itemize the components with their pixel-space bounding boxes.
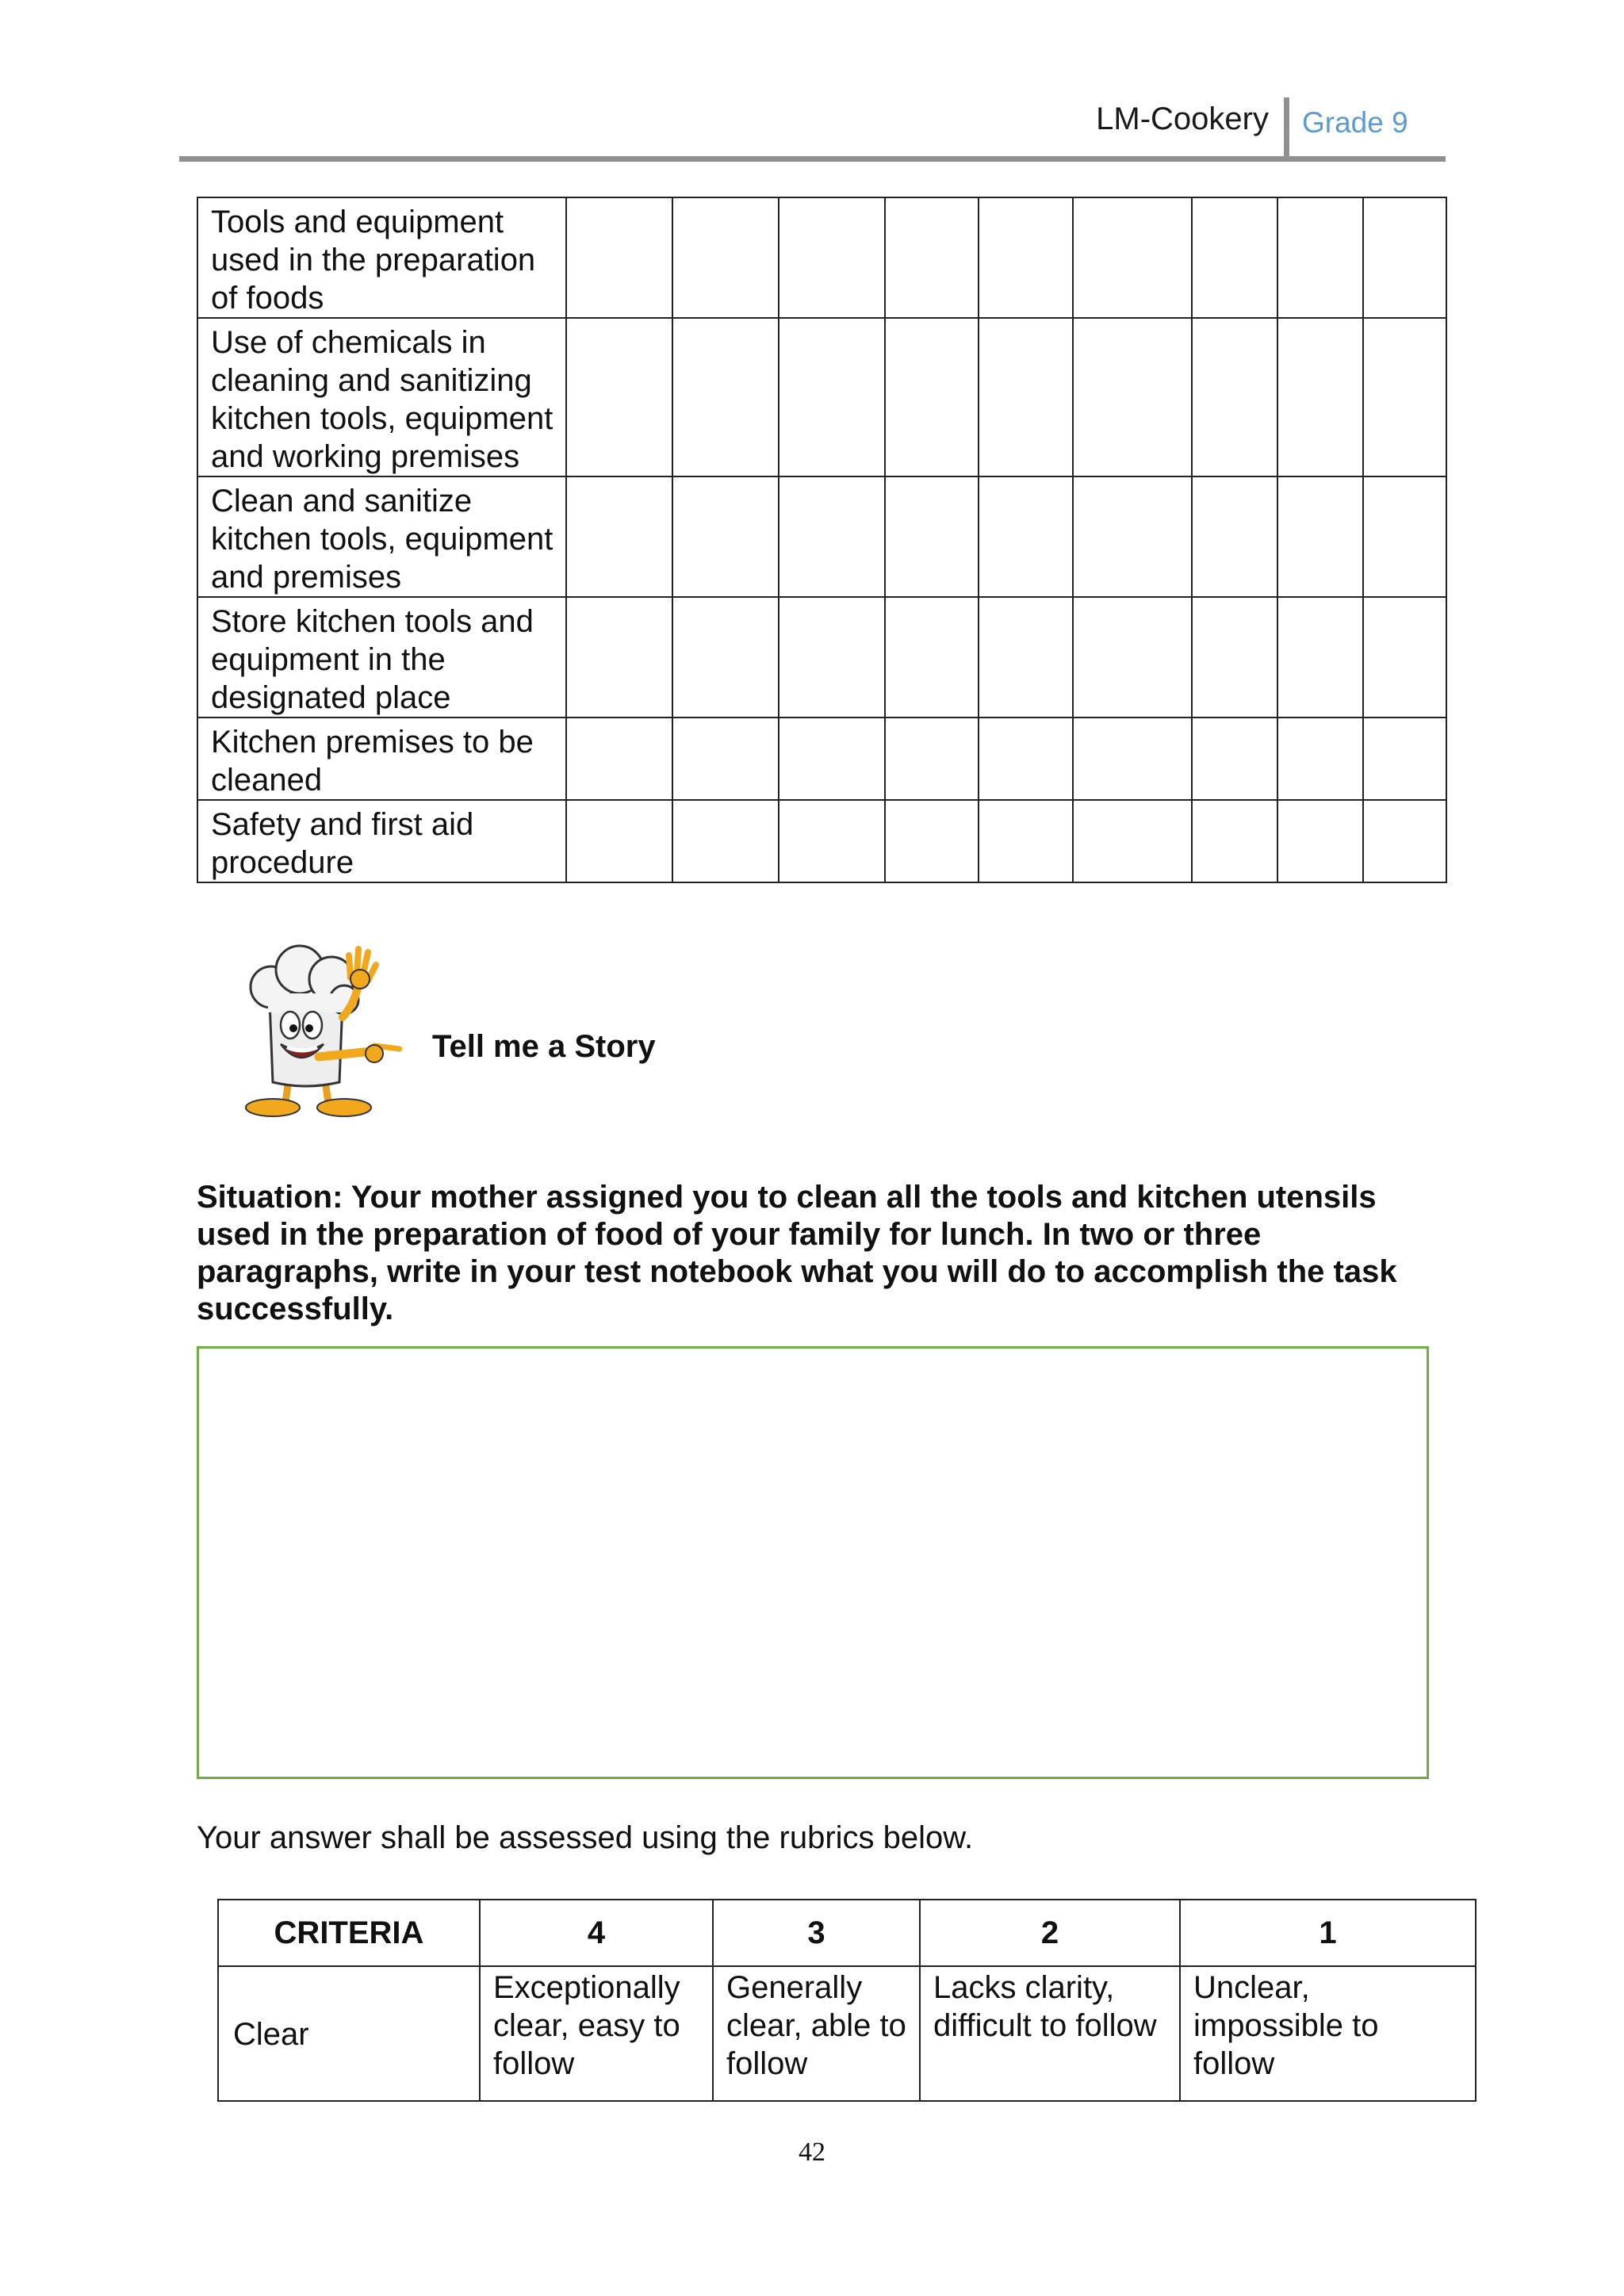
rubric-cell: Unclear, impossible to follow: [1180, 1966, 1476, 2101]
rubric-header: CRITERIA: [218, 1900, 480, 1966]
competency-label: Clean and sanitize kitchen tools, equipment and premises: [197, 476, 566, 597]
rubric-header-row: [218, 1900, 1476, 1966]
table-row: [197, 318, 1446, 476]
competency-label: Tools and equipment used in the preparation of foods: [197, 197, 566, 318]
competency-label: Use of chemicals in cleaning and sanitizing kitchen tools, equipment and working premises: [197, 318, 566, 476]
competency-label: Kitchen premises to be cleaned: [197, 718, 566, 800]
section-title: Tell me a Story: [432, 1029, 656, 1064]
table-row: [197, 597, 1446, 718]
header-separator: [1284, 98, 1289, 158]
header-title: LM-Cookery: [1096, 101, 1269, 136]
answer-box: [197, 1346, 1429, 1779]
header-rule: [179, 156, 1446, 162]
table-row: [197, 718, 1446, 800]
rubric-cell: Generally clear, able to follow: [713, 1966, 920, 2101]
rubric-header: 4: [480, 1900, 713, 1966]
rubric-cell: Lacks clarity, difficult to follow: [920, 1966, 1180, 2101]
rubric-criteria: Clear: [218, 1966, 480, 2101]
rubric-table: [217, 1899, 1477, 2102]
rubric-header: 1: [1180, 1900, 1476, 1966]
assessment-note: Your answer shall be assessed using the rubrics below.: [197, 1820, 974, 1855]
competency-table: [197, 197, 1447, 883]
table-row: [197, 197, 1446, 318]
table-row: [218, 1966, 1476, 2101]
page-number: 42: [799, 2137, 825, 2167]
rubric-header: 2: [920, 1900, 1180, 1966]
table-row: [197, 476, 1446, 597]
table-row: [197, 800, 1446, 882]
situation-prompt: Situation: Your mother assigned you to clean all the tools and kitchen utensils used in the preparation of food of your family for lunch. In two or three paragraphs, write in your test notebook what you will do to accomplish the task successfully.: [197, 1180, 1397, 1326]
header-grade: Grade 9: [1302, 106, 1408, 139]
rubric-cell: Exceptionally clear, easy to follow: [480, 1966, 713, 2101]
chef-hat-mascot-icon: [224, 938, 406, 1122]
competency-label: Safety and first aid procedure: [197, 800, 566, 882]
competency-label: Store kitchen tools and equipment in the designated place: [197, 597, 566, 718]
rubric-header: 3: [713, 1900, 920, 1966]
